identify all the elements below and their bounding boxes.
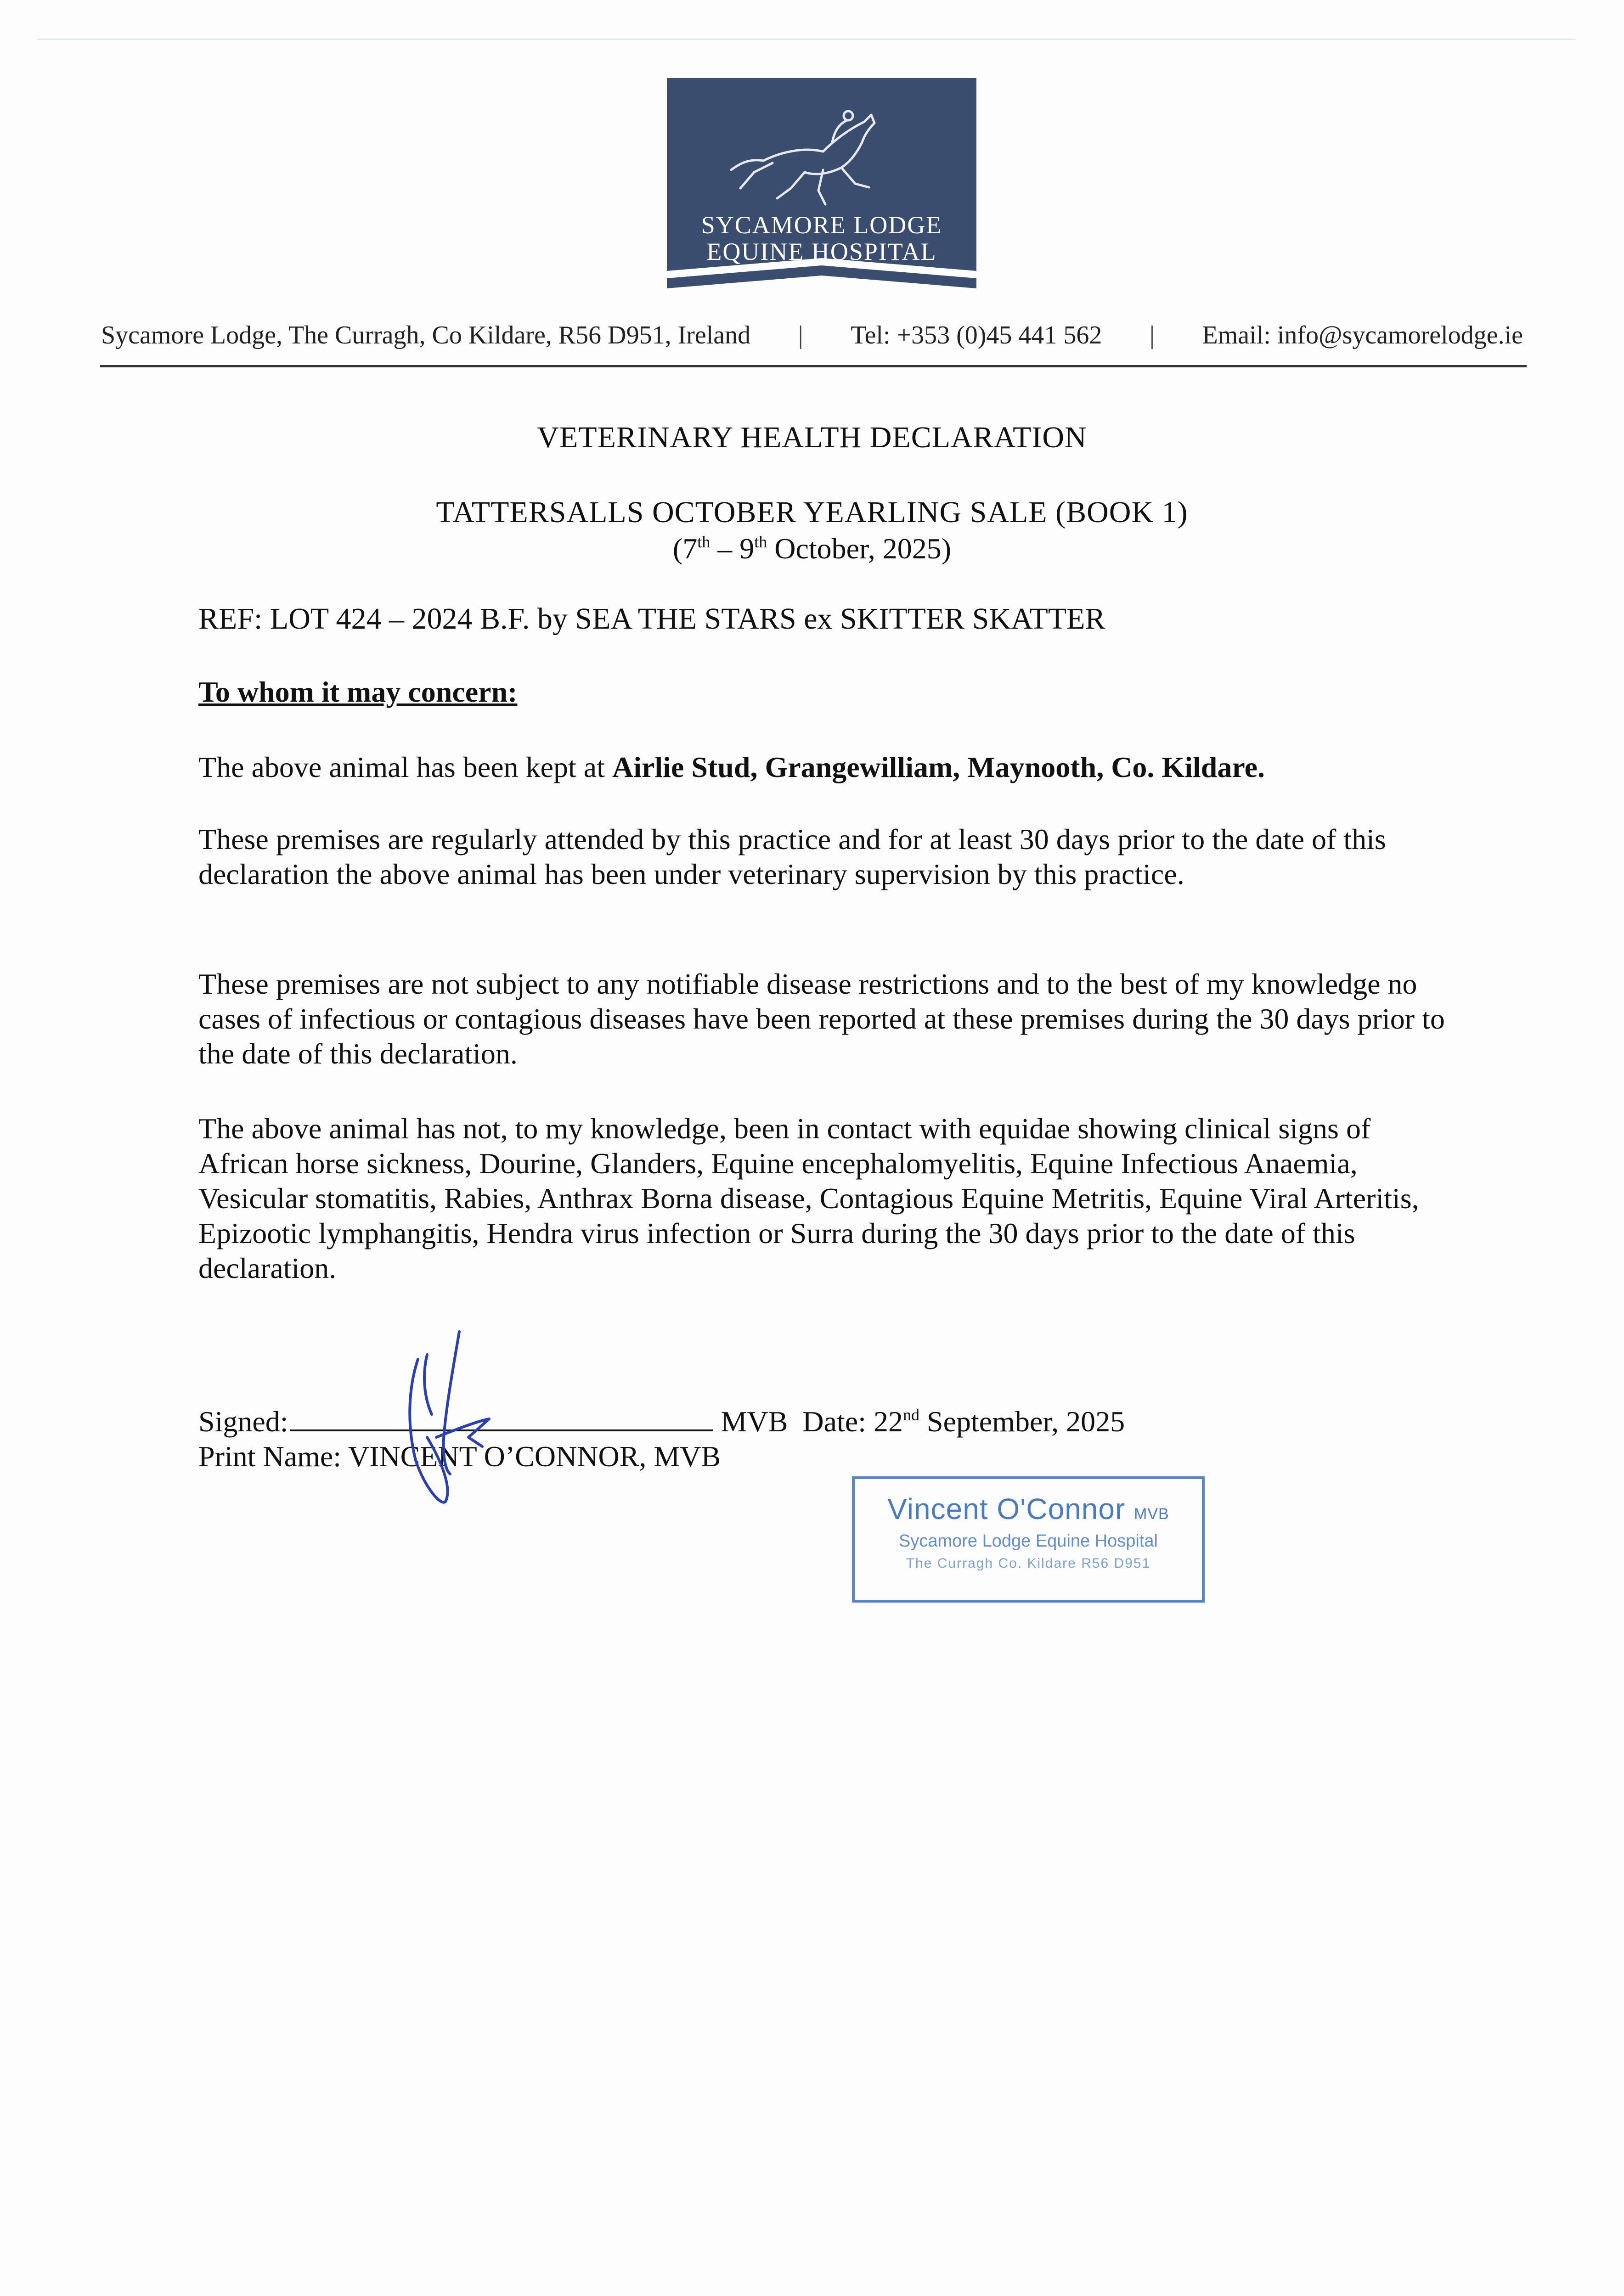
telephone-text: Tel: +353 (0)45 441 562 (851, 321, 1102, 349)
address-text: Sycamore Lodge, The Curragh, Co Kildare, R56 D951, Ireland (101, 321, 751, 349)
stamp-org: Sycamore Lodge Equine Hospital (898, 1531, 1158, 1551)
document-heading: VETERINARY HEALTH DECLARATION (537, 421, 1087, 454)
print-name: Print Name: VINCENT O’CONNOR, MVB (198, 1440, 721, 1473)
separator: | (1149, 321, 1155, 349)
contact-bar (101, 321, 1523, 350)
stamp-name: Vincent O'Connor MVB (887, 1492, 1169, 1525)
greeting: To whom it may concern: (198, 675, 518, 708)
signature-block (198, 1403, 1125, 1474)
practice-stamp (852, 1476, 1205, 1603)
handwritten-signature (390, 1322, 510, 1515)
racehorse-jockey-icon (667, 78, 976, 288)
signed-line: Signed: MVB Date: 22nd September, 2025 (198, 1403, 1125, 1439)
separator: | (798, 321, 803, 349)
paragraph-diseases: The above animal has not, to my knowledge, been in contact with equidae showing clinical signs of African horse sickness, Dourine, Glanders, Equine encephalomyelitis, Equine Infectious Anaemia, Vesicular stomatitis, Rabies, Anthrax Borna disease, Contagious Equine Metritis, Equine Viral Arteritis, Epizootic lymphangitis, Hendra virus infection or Surra during the 30 days prior to the date of this declaration. (198, 1112, 1419, 1284)
email-link[interactable]: Email: info@sycamorelodge.ie (1202, 321, 1523, 349)
logo-line1: SYCAMORE LODGE (701, 211, 942, 239)
paragraph-supervision: These premises are regularly attended by this practice and for at least 30 days prior to the date of this declaration the above animal has been under veterinary supervision by this practice. (198, 823, 1386, 890)
paragraph-restrictions: These premises are not subject to any notifiable disease restrictions and to the best of my knowledge no cases of infectious or contagious diseases have been reported at these premises during the 30 days prior to the date of this declaration. (198, 968, 1445, 1070)
top-divider (37, 39, 1575, 40)
lot-reference: REF: LOT 424 – 2024 B.F. by SEA THE STARS ex SKITTER SKATTER (198, 602, 1105, 636)
sale-dates: (7th – 9th October, 2025) (672, 532, 952, 565)
hospital-logo (667, 78, 976, 288)
logo-line2: EQUINE HOSPITAL (706, 238, 937, 265)
sale-title: TATTERSALLS OCTOBER YEARLING SALE (BOOK 1) (436, 495, 1188, 529)
declaration-date: Date: 22nd September, 2025 (802, 1405, 1125, 1438)
stud-location: Airlie Stud, Grangewilliam, Maynooth, Co. Kildare. (612, 751, 1265, 783)
stamp-address: The Curragh Co. Kildare R56 D951 (906, 1556, 1151, 1571)
header-divider (100, 365, 1527, 367)
paragraph-location: The above animal has been kept at Airlie Stud, Grangewilliam, Maynooth, Co. Kildare. (198, 751, 1265, 783)
